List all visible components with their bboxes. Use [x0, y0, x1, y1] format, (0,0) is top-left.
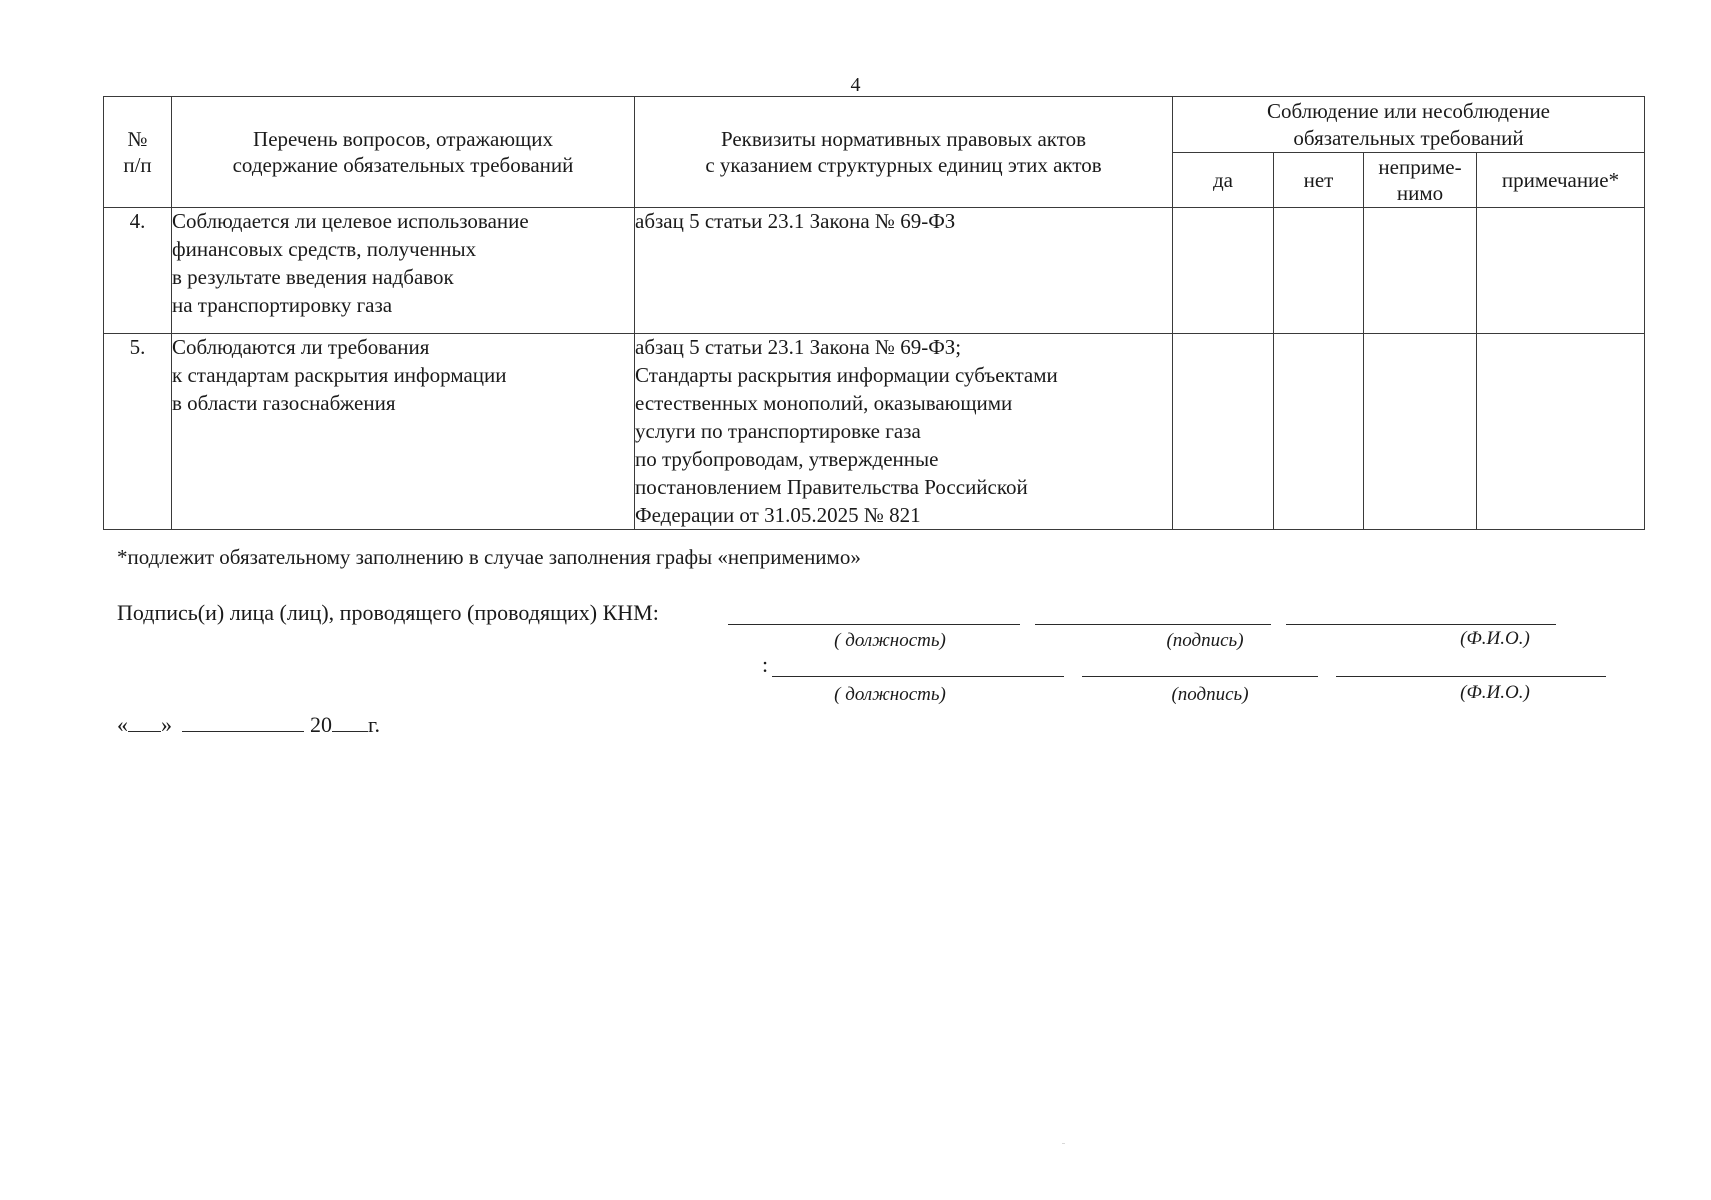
name-caption: (Ф.И.О.): [1460, 682, 1530, 703]
row-reference: абзац 5 статьи 23.1 Закона № 69-ФЗ: [635, 208, 1173, 334]
row-question: Соблюдается ли целевое использование финансовых средств, полученных в результате введения надбавок на транспортировку газа: [172, 208, 635, 334]
name-caption: (Ф.И.О.): [1460, 628, 1530, 649]
header-compliance: Соблюдение или несоблюдение обязательных требований: [1173, 97, 1645, 153]
signature-caption: (подпись): [1171, 684, 1249, 705]
cell-not-applicable[interactable]: [1364, 334, 1477, 530]
table-row: [104, 208, 1645, 334]
second-signature-colon: :: [762, 652, 769, 677]
cell-no[interactable]: [1274, 334, 1364, 530]
position-line[interactable]: [772, 676, 1064, 677]
header-references: Реквизиты нормативных правовых актов с указанием структурных единиц этих актов: [635, 97, 1173, 208]
day-blank[interactable]: [128, 713, 161, 732]
date-close-quote: »: [161, 712, 172, 737]
header-yes: да: [1173, 153, 1274, 208]
signature-line[interactable]: [1035, 624, 1271, 625]
header-note: примечание*: [1477, 153, 1645, 208]
checklist-table: [103, 96, 1645, 530]
year-blank[interactable]: [332, 713, 368, 732]
row-number: 5.: [104, 334, 172, 530]
header-no: нет: [1274, 153, 1364, 208]
signature-line[interactable]: [1082, 676, 1318, 677]
cell-yes[interactable]: [1173, 334, 1274, 530]
name-line[interactable]: [1286, 624, 1556, 625]
page-number: 4: [850, 74, 861, 96]
year-prefix: 20: [310, 712, 332, 737]
date-field: [117, 712, 380, 738]
cell-no[interactable]: [1274, 208, 1364, 334]
cell-note[interactable]: [1477, 334, 1645, 530]
row-question: Соблюдаются ли требования к стандартам раскрытия информации в области газоснабжения: [172, 334, 635, 530]
position-line[interactable]: [728, 624, 1020, 625]
footnote: *подлежит обязательному заполнению в случае заполнения графы «неприменимо»: [117, 545, 861, 569]
header-questions: Перечень вопросов, отражающих содержание обязательных требований: [172, 97, 635, 208]
position-caption: ( должность): [834, 630, 946, 651]
table-header-row: [104, 97, 1645, 153]
cell-note[interactable]: [1477, 208, 1645, 334]
row-reference: абзац 5 статьи 23.1 Закона № 69-ФЗ; Стандарты раскрытия информации субъектами естественных монополий, оказывающими услуги по транспортировке газа по трубопроводам, утвержденные постановлением Правительства Российской Федерации от 31.05.2025 № 821: [635, 334, 1173, 530]
month-blank[interactable]: [182, 713, 304, 732]
signature-caption: (подпись): [1166, 630, 1244, 651]
header-not-applicable: неприме- нимо: [1364, 153, 1477, 208]
date-open-quote: «: [117, 712, 128, 737]
name-line[interactable]: [1336, 676, 1606, 677]
row-number: 4.: [104, 208, 172, 334]
cell-yes[interactable]: [1173, 208, 1274, 334]
signature-label: Подпись(и) лица (лиц), проводящего (проводящих) КНМ:: [117, 600, 659, 625]
header-num: № п/п: [104, 97, 172, 208]
year-suffix: г.: [368, 712, 381, 737]
position-caption: ( должность): [834, 684, 946, 705]
scan-speck: [1062, 1143, 1065, 1144]
cell-not-applicable[interactable]: [1364, 208, 1477, 334]
table-row: [104, 334, 1645, 530]
